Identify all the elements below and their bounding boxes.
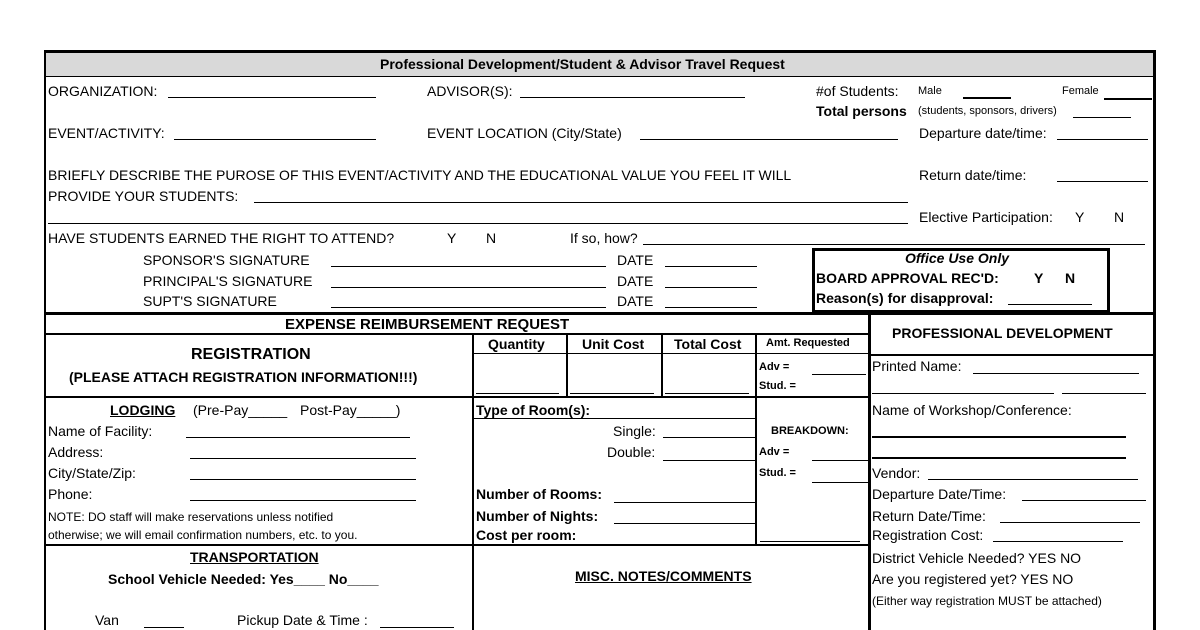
lodging-postpay[interactable]: Post-Pay_____) [300,402,401,418]
van-label: Van [95,612,119,628]
registration-quantity-field[interactable] [476,393,559,394]
printed-name-field[interactable] [973,373,1139,374]
city-field[interactable] [190,479,416,480]
lodging-prepay[interactable]: (Pre-Pay_____ [193,402,288,418]
cost-per-room-label: Cost per room: [476,527,577,543]
city-label: City/State/Zip: [48,465,136,481]
workshop-field-2[interactable] [872,457,1126,459]
reg-cost-label: Registration Cost: [872,527,984,543]
pickup-field[interactable] [380,627,454,628]
district-vehicle-label[interactable]: District Vehicle Needed? YES NO [872,550,1082,566]
registered-label[interactable]: Are you registered yet? YES NO [872,571,1074,587]
return-label: Return date/time: [919,167,1027,183]
earned-no[interactable]: N [486,230,497,246]
divider [868,312,871,630]
breakdown-label: BREAKDOWN: [771,425,849,437]
total-cost-header: Total Cost [674,336,742,352]
sponsor-signature-field[interactable] [331,266,606,267]
advisors-field[interactable] [520,97,745,98]
divider [46,544,868,546]
form-title: Professional Development/Student & Advisor Travel Request [380,56,785,72]
phone-label: Phone: [48,486,93,502]
facility-label: Name of Facility: [48,423,153,439]
pd-departure-field[interactable] [1022,500,1146,501]
border-left [44,50,46,630]
num-nights-field[interactable] [614,523,755,524]
misc-notes-title: MISC. NOTES/COMMENTS [575,568,752,584]
double-field[interactable] [663,460,755,461]
registration-unit-cost-field[interactable] [570,393,654,394]
vendor-field[interactable] [928,479,1138,480]
principal-date-field[interactable] [665,287,757,288]
lodging-adv-label: Adv = [759,446,790,458]
num-rooms-label: Number of Rooms: [476,486,602,502]
female-label: Female [1062,85,1099,97]
border-top [44,50,1156,53]
supt-signature-label: SUPT'S SIGNATURE [143,293,277,309]
board-approval-yes[interactable]: Y [1034,270,1044,286]
vendor-label: Vendor: [872,465,921,481]
lodging-title: LODGING [110,402,176,418]
printed-name-label: Printed Name: [872,358,962,374]
divider [661,333,663,397]
earned-yes[interactable]: Y [447,230,457,246]
total-persons-label: Total persons [816,103,907,119]
total-persons-field[interactable] [1073,117,1131,118]
van-field[interactable] [144,627,184,628]
address-field[interactable] [190,458,416,459]
registration-adv-label: Adv = [759,361,790,373]
disapproval-reason-label: Reason(s) for disapproval: [816,290,994,306]
divider [46,333,868,335]
num-students-label: #of Students: [816,83,899,99]
divider [44,312,1156,315]
purpose-field-2[interactable] [48,223,908,224]
event-location-field[interactable] [640,139,898,140]
num-rooms-field[interactable] [614,502,755,503]
disapproval-reason-field[interactable] [1008,304,1092,305]
school-vehicle-label[interactable]: School Vehicle Needed: Yes____ No____ [108,571,379,587]
quantity-header: Quantity [488,336,545,352]
single-label: Single: [613,423,656,439]
if-so-label: If so, how? [570,230,638,246]
organization-label: ORGANIZATION: [48,83,158,99]
facility-field[interactable] [186,437,410,438]
workshop-field-1[interactable] [872,436,1126,438]
male-label: Male [918,85,942,97]
divider [474,418,757,419]
earned-label: HAVE STUDENTS EARNED THE RIGHT TO ATTEND? [48,230,395,246]
room-type-label: Type of Room(s): [476,402,591,418]
supt-signature-field[interactable] [331,307,606,308]
registration-stud-label: Stud. = [759,380,796,392]
divider [472,333,474,630]
divider [474,353,868,354]
pd-return-field[interactable] [1000,522,1140,523]
event-activity-label: EVENT/ACTIVITY: [48,125,165,141]
sponsor-date-field[interactable] [665,266,757,267]
pd-return-label: Return Date/Time: [872,508,986,524]
pd-departure-label: Departure Date/Time: [872,486,1007,502]
phone-field[interactable] [190,500,416,501]
registration-attach-note: (PLEASE ATTACH REGISTRATION INFORMATION!!!) [69,369,418,385]
divider [46,76,1154,77]
lodging-note-line1: NOTE: DO staff will make reservations unless notified [48,510,334,524]
lodging-adv-field[interactable] [812,460,868,461]
divider [46,396,868,398]
expense-title: EXPENSE REIMBURSEMENT REQUEST [285,316,570,333]
reg-cost-field[interactable] [993,541,1123,542]
event-activity-field[interactable] [174,139,376,140]
divider [868,354,1154,356]
supt-date-label: DATE [617,293,654,309]
principal-date-label: DATE [617,273,654,289]
advisors-label: ADVISOR(S): [427,83,513,99]
elective-yes[interactable]: Y [1075,209,1085,225]
double-label: Double: [607,444,656,460]
border-right [1153,50,1156,630]
pickup-label: Pickup Date & Time : [237,612,368,628]
registration-total-cost-field[interactable] [665,393,749,394]
elective-no[interactable]: N [1114,209,1125,225]
purpose-line1: BRIEFLY DESCRIBE THE PUROSE OF THIS EVENT/ACTIVITY AND THE EDUCATIONAL VALUE YOU FEEL IT WILL [48,167,792,183]
lodging-stud-label: Stud. = [759,467,796,479]
lodging-note-line2: otherwise; we will email confirmation numbers, etc. to you. [48,528,358,542]
event-location-label: EVENT LOCATION (City/State) [427,125,622,141]
either-way-note: (Either way registration MUST be attached) [872,594,1102,608]
board-approval-no[interactable]: N [1065,270,1076,286]
principal-signature-label: PRINCIPAL'S SIGNATURE [143,273,313,289]
supt-date-field[interactable] [665,307,757,308]
if-so-field[interactable] [643,244,1145,245]
pd-title: PROFESSIONAL DEVELOPMENT [892,325,1113,341]
printed-name-field-3[interactable] [1062,393,1146,394]
return-field[interactable] [1057,181,1148,182]
female-field[interactable] [1104,98,1152,100]
registration-adv-field[interactable] [812,374,866,375]
divider [755,333,757,545]
amt-requested-header: Amt. Requested [766,337,850,349]
workshop-label: Name of Workshop/Conference: [872,402,1072,418]
printed-name-field-2[interactable] [872,393,1054,394]
single-field[interactable] [663,437,755,438]
lodging-stud-field[interactable] [812,482,868,483]
purpose-field-1[interactable] [254,202,908,203]
sponsor-date-label: DATE [617,252,654,268]
purpose-line2: PROVIDE YOUR STUDENTS: [48,188,239,204]
sponsor-signature-label: SPONSOR'S SIGNATURE [143,252,310,268]
total-persons-note: (students, sponsors, drivers) [918,105,1057,117]
departure-label: Departure date/time: [919,125,1047,141]
lodging-total-field[interactable] [760,541,860,542]
unit-cost-header: Unit Cost [582,336,645,352]
num-nights-label: Number of Nights: [476,508,599,524]
divider [566,333,568,397]
office-use-title: Office Use Only [905,250,1010,266]
organization-field[interactable] [168,97,376,98]
principal-signature-field[interactable] [331,287,606,288]
departure-field[interactable] [1057,139,1148,140]
address-label: Address: [48,444,104,460]
transportation-title: TRANSPORTATION [190,549,319,565]
male-field[interactable] [963,97,1011,99]
elective-label: Elective Participation: [919,209,1053,225]
board-approval-label: BOARD APPROVAL REC'D: [816,270,999,286]
registration-title: REGISTRATION [191,346,311,363]
